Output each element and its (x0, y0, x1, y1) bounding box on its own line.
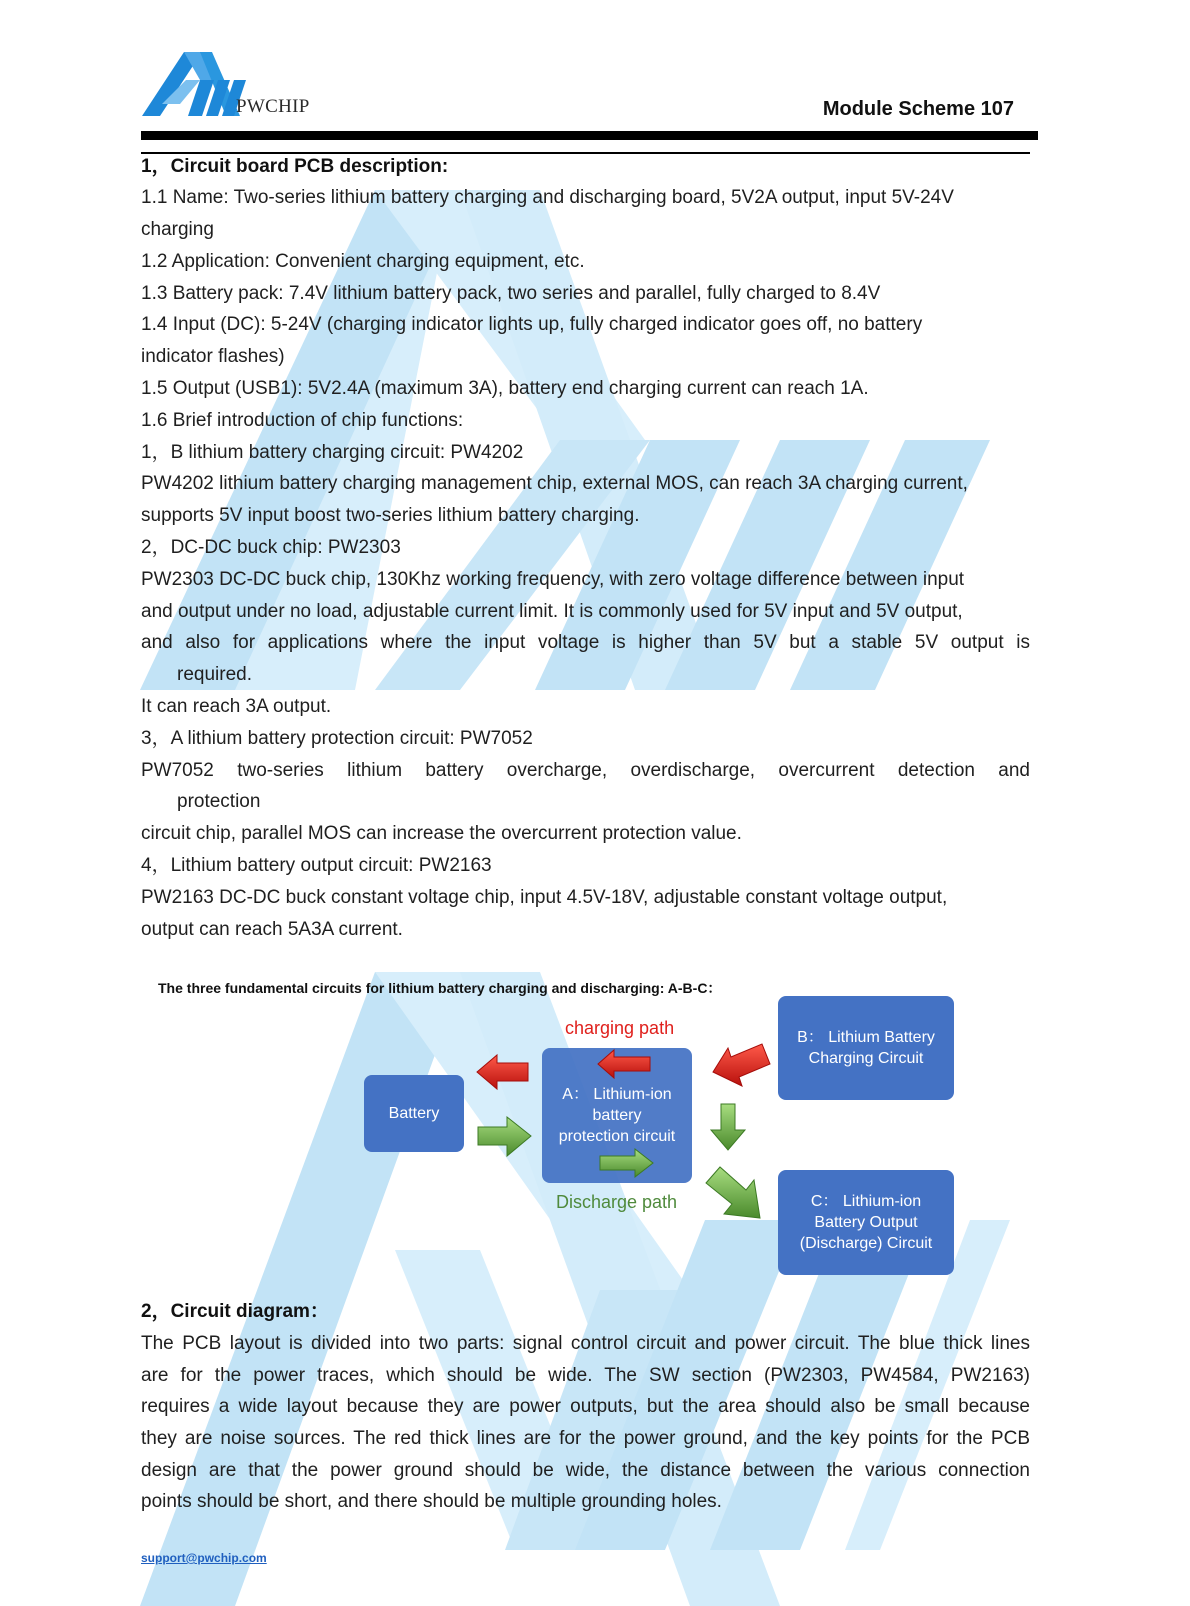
charging-circuit-box (778, 996, 954, 1100)
text-line: 2，DC-DC buck chip: PW2303 (141, 537, 401, 558)
box-a-line: protection circuit (558, 1128, 676, 1145)
text-line: 1.2 Application: Convenient charging equipment, etc. (141, 251, 585, 272)
text-line: 1.1 Name: Two-series lithium battery charging and discharging board, 5V2A output, input 5V-24V (141, 187, 954, 208)
box-c-line: C： Lithium-ion (810, 1193, 922, 1210)
section1-heading: 1，Circuit board PCB description: (141, 156, 449, 177)
text-line: charging (141, 219, 214, 240)
text-line: The PCB layout is divided into two parts: signal control circuit and power circuit. The blue thick lines (141, 1333, 1030, 1354)
text-line: requires a wide layout because they are power outputs, but the area should also be small because (141, 1396, 1030, 1417)
text-line: PW7052 two-series lithium battery overcharge, overdischarge, overcurrent detection and (141, 760, 1030, 781)
text-line: PW4202 lithium battery charging management chip, external MOS, can reach 3A charging current, (141, 473, 968, 494)
box-c-line: Battery Output (814, 1214, 918, 1231)
header-rule-thick (141, 131, 1038, 140)
discharge-path-label: Discharge path (556, 1192, 678, 1212)
box-b-line: B： Lithium Battery (797, 1029, 935, 1046)
text-line: output can reach 5A3A current. (141, 919, 403, 940)
discharge-arrow-to-c-icon (706, 1167, 760, 1218)
text-line: required. (177, 664, 252, 685)
diagram-caption: The three fundamental circuits for lithium battery charging and discharging: A-B-C： (158, 980, 722, 996)
document-id: Module Scheme 107 (822, 98, 1014, 120)
charge-arrow-from-b-icon (713, 1044, 770, 1086)
text-line: 3，A lithium battery protection circuit: PW7052 (141, 728, 533, 749)
text-line: PW2303 DC-DC buck chip, 130Khz working frequency, with zero voltage difference between input (141, 569, 965, 590)
discharge-arrow-to-a-icon (478, 1117, 531, 1156)
charge-arrow-to-battery-icon (477, 1055, 528, 1089)
text-line: are for the power traces, which should be wide. The SW section (PW2303, PW4584, PW2163) (141, 1365, 1030, 1386)
protection-circuit-box (542, 1048, 692, 1183)
text-line: 1.5 Output (USB1): 5V2.4A (maximum 3A), battery end charging current can reach 1A. (141, 378, 869, 399)
text-line: they are noise sources. The red thick lines are for the power ground, and the key points for the PCB (141, 1428, 1030, 1449)
support-email-link[interactable]: support@pwchip.com (141, 1551, 267, 1565)
battery-box (364, 1075, 464, 1152)
text-line: circuit chip, parallel MOS can increase the overcurrent protection value. (141, 823, 742, 844)
header-rule-thin (141, 152, 1030, 154)
text-line: 1.3 Battery pack: 7.4V lithium battery pack, two series and parallel, fully charged to 8.4V (141, 283, 881, 304)
box-b-line: Charging Circuit (808, 1050, 924, 1067)
text-line: supports 5V input boost two-series lithium battery charging. (141, 505, 640, 526)
output-circuit-box (778, 1170, 954, 1275)
charging-path-label: charging path (565, 1018, 675, 1038)
box-c-line: (Discharge) Circuit (799, 1235, 933, 1252)
text-line: protection (177, 791, 261, 812)
text-line: design are that the power ground should be wide, the distance between the various connection (141, 1460, 1030, 1481)
text-line: It can reach 3A output. (141, 696, 332, 717)
box-a-line: A： Lithium-ion (562, 1086, 672, 1103)
brand-name: PWCHIP (236, 96, 310, 117)
text-line: and output under no load, adjustable current limit. It is commonly used for 5V input and 5V output, (141, 601, 963, 622)
section2-heading: 2，Circuit diagram： (141, 1301, 329, 1322)
text-line: 4，Lithium battery output circuit: PW2163 (141, 855, 492, 876)
text-line: 1.4 Input (DC): 5-24V (charging indicator lights up, fully charged indicator goes off, no battery (141, 314, 923, 335)
text-line: points should be short, and there should be multiple grounding holes. (141, 1491, 722, 1512)
battery-label: Battery (388, 1105, 440, 1122)
box-a-line: battery (592, 1107, 642, 1124)
text-line: 1，B lithium battery charging circuit: PW4202 (141, 442, 524, 463)
text-line: and also for applications where the input voltage is higher than 5V but a stable 5V output is (141, 632, 1030, 653)
text-line: 1.6 Brief introduction of chip functions: (141, 410, 464, 431)
text-line: PW2163 DC-DC buck constant voltage chip, input 4.5V-18V, adjustable constant voltage output, (141, 887, 948, 908)
discharge-arrow-down-icon (711, 1104, 745, 1150)
text-line: indicator flashes) (141, 346, 285, 367)
